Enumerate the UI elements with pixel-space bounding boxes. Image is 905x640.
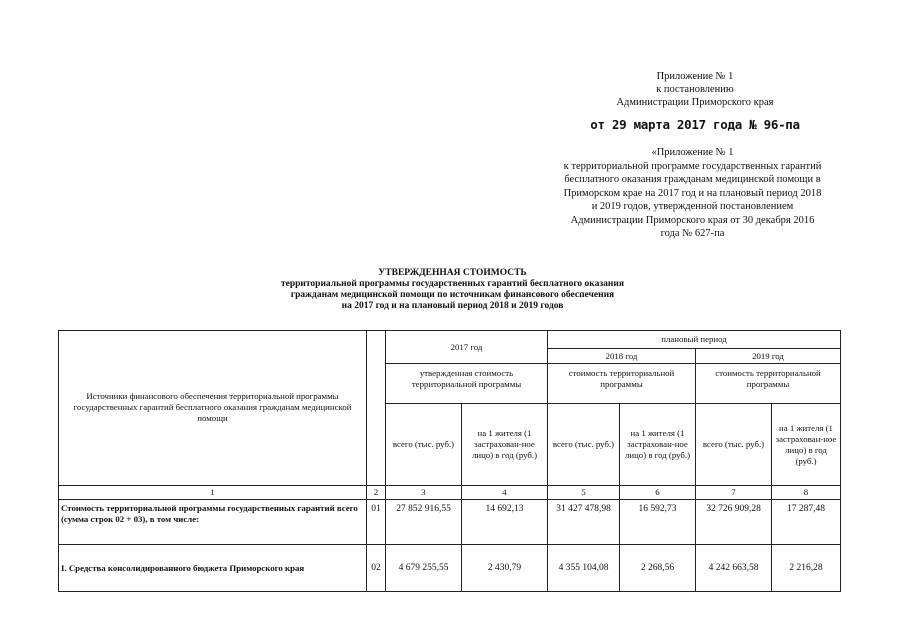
column-number: 4	[462, 486, 548, 500]
row-value: 4 355 104,08	[548, 545, 620, 592]
column-number: 2	[367, 486, 386, 500]
program-header-line: бесплатного оказания гражданам медицинской помощи в	[564, 174, 821, 185]
year-2018-header: 2018 год	[548, 349, 696, 364]
title-line-1: УТВЕРЖДЕННАЯ СТОИМОСТЬ	[378, 268, 527, 278]
program-cost-2019-header: стоимость территориальной программы	[696, 364, 841, 404]
program-header	[520, 146, 865, 241]
table-row	[59, 545, 841, 592]
approved-cost-header: утвержденная стоимость территориальной программы	[386, 364, 548, 404]
row-value: 27 852 916,55	[386, 500, 462, 545]
program-header-line: «Приложение № 1	[651, 147, 734, 158]
planned-period-header: плановый период	[548, 331, 841, 349]
program-header-line: к территориальной программе государственных гарантий	[563, 160, 822, 172]
per-resident-header: на 1 жителя (1 застрахован-ное лицо) в год (руб.)	[772, 404, 841, 486]
per-resident-header: на 1 жителя (1 застрахован-ное лицо) в год (руб.)	[462, 404, 548, 486]
year-2019-header: 2019 год	[696, 349, 841, 364]
program-header-line: Приморском крае на 2017 год и на плановый период 2018	[563, 187, 822, 199]
cost-table	[58, 330, 841, 592]
column-number: 6	[620, 486, 696, 500]
order-date-line: от 29 марта 2017 года № 96-па	[590, 117, 800, 132]
appendix-line-1: Приложение № 1	[656, 71, 734, 82]
row-value: 14 692,13	[462, 500, 548, 545]
row-value: 4 679 255,55	[386, 545, 462, 592]
column-number: 3	[386, 486, 462, 500]
row-value: 2 268,56	[620, 545, 696, 592]
per-resident-header: на 1 жителя (1 застрахован-ное лицо) в год (руб.)	[620, 404, 696, 486]
column-number: 1	[59, 486, 367, 500]
code-header	[367, 331, 386, 486]
row-label: I. Средства консолидированного бюджета Приморского края	[59, 545, 367, 592]
table-row	[59, 500, 841, 545]
row-label: Стоимость территориальной программы государственных гарантий всего (сумма строк 02 + 03), в том числе:	[59, 500, 367, 545]
total-header: всего (тыс. руб.)	[548, 404, 620, 486]
row-value: 16 592,73	[620, 500, 696, 545]
column-number: 8	[772, 486, 841, 500]
appendix-line-3: Администрации Приморского края	[616, 97, 774, 108]
total-header: всего (тыс. руб.)	[696, 404, 772, 486]
row-value: 2 216,28	[772, 545, 841, 592]
row-value: 17 287,48	[772, 500, 841, 545]
column-number: 5	[548, 486, 620, 500]
title-line-3: гражданам медицинской помощи по источникам финансового обеспечения	[290, 290, 615, 300]
row-value: 31 427 478,98	[548, 500, 620, 545]
row-code: 02	[367, 545, 386, 592]
appendix-header	[580, 70, 810, 109]
year-2017-header: 2017 год	[386, 331, 548, 364]
title-line-2: территориальной программы государственных гарантий бесплатного оказания	[280, 279, 625, 289]
title-line-4: на 2017 год и на плановый период 2018 и 2019 годов	[341, 301, 564, 311]
source-header: Источники финансового обеспечения территориальной программы государственных гарантий бесплатного оказания гражданам медицинской помощи	[59, 331, 367, 486]
document-title	[200, 268, 705, 312]
row-value: 4 242 663,58	[696, 545, 772, 592]
program-header-line: Администрации Приморского края от 30 декабря 2016	[570, 214, 815, 226]
program-header-line: и 2019 годов, утвержденной постановлением	[591, 201, 794, 212]
appendix-line-2: к постановлению	[656, 84, 734, 95]
total-header: всего (тыс. руб.)	[386, 404, 462, 486]
row-code: 01	[367, 500, 386, 545]
column-number: 7	[696, 486, 772, 500]
program-cost-2018-header: стоимость территориальной программы	[548, 364, 696, 404]
row-value: 32 726 909,28	[696, 500, 772, 545]
row-value: 2 430,79	[462, 545, 548, 592]
program-header-line: года № 627-па	[660, 228, 725, 239]
